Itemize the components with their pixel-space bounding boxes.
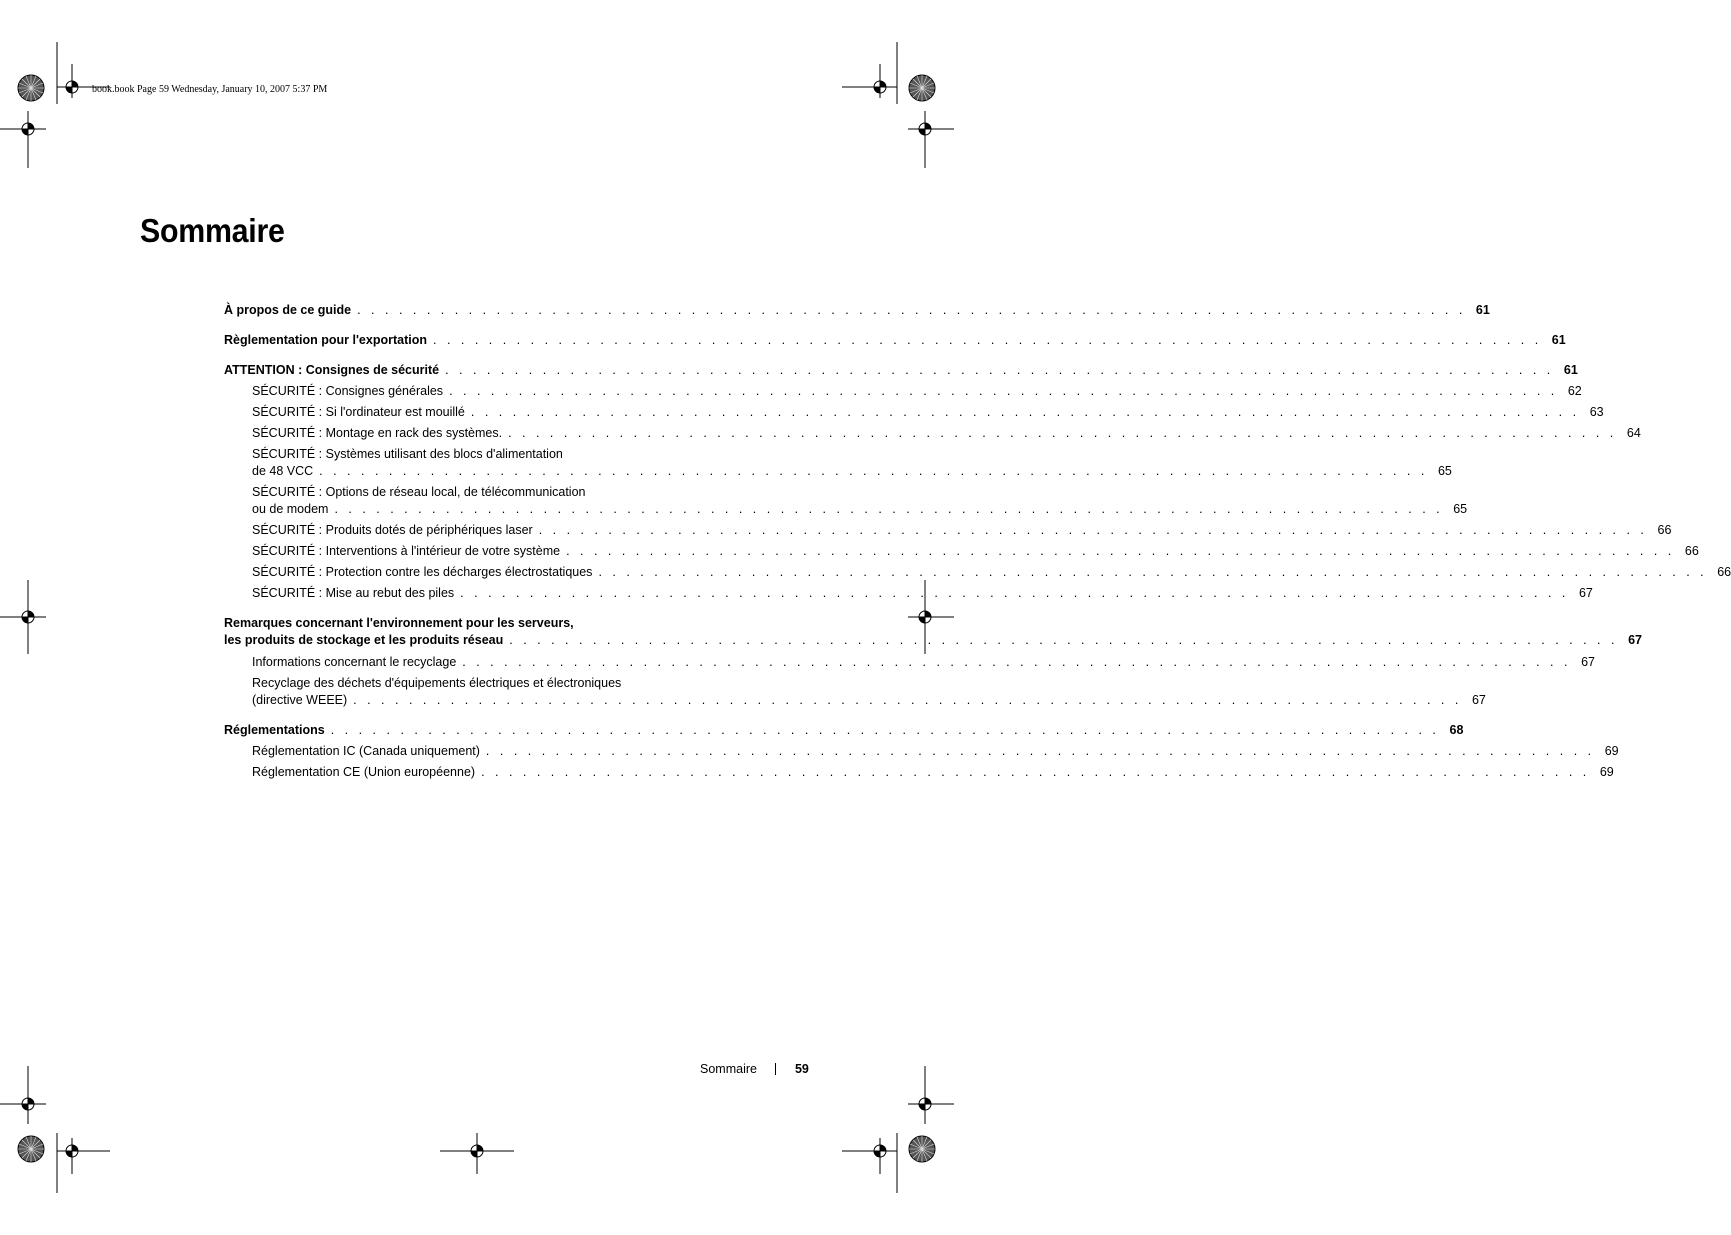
toc-entry-subsection[interactable]	[224, 446, 1452, 480]
toc-entry-first-line: Recyclage des déchets d'équipements électriques et électroniques	[252, 676, 622, 690]
toc-entry-title: Informations concernant le recyclage	[252, 655, 457, 669]
toc-entry-first-line: SÉCURITÉ : Options de réseau local, de télécommunication	[252, 485, 586, 499]
toc-page-number: 61	[1563, 363, 1578, 377]
toc-page-number: 67	[1581, 655, 1595, 669]
toc-entry-title: SÉCURITÉ : Consignes générales	[252, 384, 444, 398]
toc-entry-title: SÉCURITÉ : Interventions à l'intérieur de votre système	[252, 544, 561, 558]
toc-dot-leader: . . . . . . . . . . . . . . . . . . . . . . . . . . . . . . . . . . . . . . . . . . . . . . . . . . . . . . . . . . . . . . . . . . . . . . . . . . . . . . . .	[445, 363, 1554, 377]
toc-page-number: 64	[1626, 426, 1641, 440]
toc-entry-section[interactable]	[224, 332, 1566, 349]
toc-entry-subsection[interactable]	[224, 764, 1614, 781]
toc-dot-leader: . . . . . . . . . . . . . . . . . . . . . . . . . . . . . . . . . . . . . . . . . . . . . . . . . . . . . . . . . . . . . . . . . . . . . . . . . . . . . . . .	[508, 426, 1617, 440]
toc-entry-subsection[interactable]	[224, 404, 1604, 421]
toc-dot-leader: . . . . . . . . . . . . . . . . . . . . . . . . . . . . . . . . . . . . . . . . . . . . . . . . . . . . . . . . . . . . . . . . . . . . . . . . . . . . . . . .	[509, 633, 1618, 647]
toc-dot-leader: . . . . . . . . . . . . . . . . . . . . . . . . . . . . . . . . . . . . . . . . . . . . . . . . . . . . . . . . . . . . . . . . . . . . . . . . . . . . . . . .	[598, 565, 1708, 579]
toc-entry-title: Réglementations	[224, 723, 325, 737]
toc-page-number: 65	[1437, 464, 1452, 478]
toc-entry-title: SÉCURITÉ : Produits dotés de périphériques laser	[252, 523, 533, 537]
toc-entry-title: les produits de stockage et les produits réseau	[224, 633, 504, 647]
toc-page-number: 69	[1599, 765, 1614, 779]
toc-page-number: 66	[1657, 523, 1672, 537]
toc-page-number: 65	[1453, 502, 1468, 516]
toc-dot-leader: . . . . . . . . . . . . . . . . . . . . . . . . . . . . . . . . . . . . . . . . . . . . . . . . . . . . . . . . . . . . . . . . . . . . . . . . . . . . . . . .	[433, 333, 1542, 347]
toc-entry-title: À propos de ce guide	[224, 303, 352, 317]
toc-dot-leader: . . . . . . . . . . . . . . . . . . . . . . . . . . . . . . . . . . . . . . . . . . . . . . . . . . . . . . . . . . . . . . . . . . . . . . . . . . . . . . . .	[538, 523, 1648, 537]
toc-dot-leader: . . . . . . . . . . . . . . . . . . . . . . . . . . . . . . . . . . . . . . . . . . . . . . . . . . . . . . . . . . . . . . . . . . . . . . . . . . . . . . . .	[357, 303, 1466, 317]
toc-entry-subsection[interactable]	[224, 543, 1699, 560]
toc-page-number: 61	[1551, 333, 1566, 347]
toc-dot-leader: . . . . . . . . . . . . . . . . . . . . . . . . . . . . . . . . . . . . . . . . . . . . . . . . . . . . . . . . . . . . . . . . . . . . . . . . . . . . . . . .	[460, 586, 1569, 600]
toc-entry-title: Règlementation pour l'exportation	[224, 333, 427, 347]
toc-entry-title: SÉCURITÉ : Protection contre les décharges électrostatiques	[252, 565, 593, 579]
toc-entry-section[interactable]	[224, 302, 1490, 319]
toc-entry-title: (directive WEEE)	[252, 693, 348, 707]
toc-page-number: 69	[1604, 744, 1619, 758]
toc-entry-subsection[interactable]	[224, 743, 1619, 760]
toc-entry-title: ATTENTION : Consignes de sécurité	[224, 363, 440, 377]
table-of-contents	[224, 302, 1731, 781]
print-slug: book.book Page 59 Wednesday, January 10, 2007 5:37 PM	[92, 84, 328, 95]
footer-section: Sommaire	[700, 1062, 757, 1076]
toc-dot-leader: . . . . . . . . . . . . . . . . . . . . . . . . . . . . . . . . . . . . . . . . . . . . . . . . . . . . . . . . . . . . . . . . . . . . . . . . . . . . . . . .	[462, 655, 1571, 669]
toc-entry-subsection[interactable]	[224, 564, 1731, 581]
toc-dot-leader: . . . . . . . . . . . . . . . . . . . . . . . . . . . . . . . . . . . . . . . . . . . . . . . . . . . . . . . . . . . . . . . . . . . . . . . . . . . . . . . .	[449, 384, 1558, 398]
toc-page-number: 68	[1449, 723, 1464, 737]
toc-dot-leader: . . . . . . . . . . . . . . . . . . . . . . . . . . . . . . . . . . . . . . . . . . . . . . . . . . . . . . . . . . . . . . . . . . . . . . . . . . . . . . . .	[353, 693, 1462, 707]
toc-entry-subsection[interactable]	[224, 654, 1595, 671]
toc-entry-title: SÉCURITÉ : Montage en rack des systèmes.	[252, 426, 503, 440]
toc-dot-leader: . . . . . . . . . . . . . . . . . . . . . . . . . . . . . . . . . . . . . . . . . . . . . . . . . . . . . . . . . . . . . . . . . . . . . . . . . . . . . . . .	[566, 544, 1675, 558]
toc-page-number: 66	[1717, 565, 1731, 579]
toc-page-number: 61	[1475, 303, 1490, 317]
toc-page-number: 67	[1471, 693, 1486, 707]
toc-page-number: 62	[1567, 384, 1582, 398]
toc-entry-subsection[interactable]	[224, 522, 1672, 539]
toc-entry-title: Réglementation IC (Canada uniquement)	[252, 744, 480, 758]
page-title: Sommaire	[140, 212, 285, 249]
toc-page-number: 66	[1684, 544, 1699, 558]
toc-page-number: 67	[1578, 586, 1593, 600]
toc-entry-subsection[interactable]	[224, 425, 1641, 442]
toc-dot-leader: . . . . . . . . . . . . . . . . . . . . . . . . . . . . . . . . . . . . . . . . . . . . . . . . . . . . . . . . . . . . . . . . . . . . . . . . . . . . . . . .	[330, 723, 1440, 737]
toc-entry-title: SÉCURITÉ : Mise au rebut des piles	[252, 586, 455, 600]
toc-dot-leader: . . . . . . . . . . . . . . . . . . . . . . . . . . . . . . . . . . . . . . . . . . . . . . . . . . . . . . . . . . . . . . . . . . . . . . . . . . . . . . . .	[485, 744, 1595, 758]
toc-entry-title: de 48 VCC	[252, 464, 314, 478]
toc-dot-leader: . . . . . . . . . . . . . . . . . . . . . . . . . . . . . . . . . . . . . . . . . . . . . . . . . . . . . . . . . . . . . . . . . . . . . . . . . . . . . . . .	[319, 464, 1428, 478]
toc-entry-title: ou de modem	[252, 502, 329, 516]
footer-page-number: 59	[794, 1062, 809, 1076]
toc-entry-first-line: SÉCURITÉ : Systèmes utilisant des blocs d'alimentation	[252, 447, 563, 461]
toc-entry-section[interactable]	[224, 362, 1578, 379]
toc-entry-section[interactable]	[224, 722, 1464, 739]
toc-dot-leader: . . . . . . . . . . . . . . . . . . . . . . . . . . . . . . . . . . . . . . . . . . . . . . . . . . . . . . . . . . . . . . . . . . . . . . . . . . . . . . . .	[481, 765, 1590, 779]
toc-entry-subsection[interactable]	[224, 675, 1486, 709]
toc-entry-first-line: Remarques concernant l'environnement pour les serveurs,	[224, 616, 574, 630]
footer-separator	[775, 1063, 776, 1075]
toc-entry-title: Réglementation CE (Union européenne)	[252, 765, 476, 779]
toc-page-number: 67	[1628, 633, 1642, 647]
toc-entry-section[interactable]	[224, 615, 1642, 649]
toc-page-number: 63	[1589, 405, 1604, 419]
toc-entry-title: SÉCURITÉ : Si l'ordinateur est mouillé	[252, 405, 465, 419]
toc-dot-leader: . . . . . . . . . . . . . . . . . . . . . . . . . . . . . . . . . . . . . . . . . . . . . . . . . . . . . . . . . . . . . . . . . . . . . . . . . . . . . . . .	[470, 405, 1580, 419]
page-footer	[700, 1062, 809, 1076]
toc-entry-subsection[interactable]	[224, 484, 1468, 518]
toc-dot-leader: . . . . . . . . . . . . . . . . . . . . . . . . . . . . . . . . . . . . . . . . . . . . . . . . . . . . . . . . . . . . . . . . . . . . . . . . . . . . . . . .	[334, 502, 1444, 516]
toc-entry-subsection[interactable]	[224, 585, 1593, 602]
toc-entry-subsection[interactable]	[224, 383, 1582, 400]
